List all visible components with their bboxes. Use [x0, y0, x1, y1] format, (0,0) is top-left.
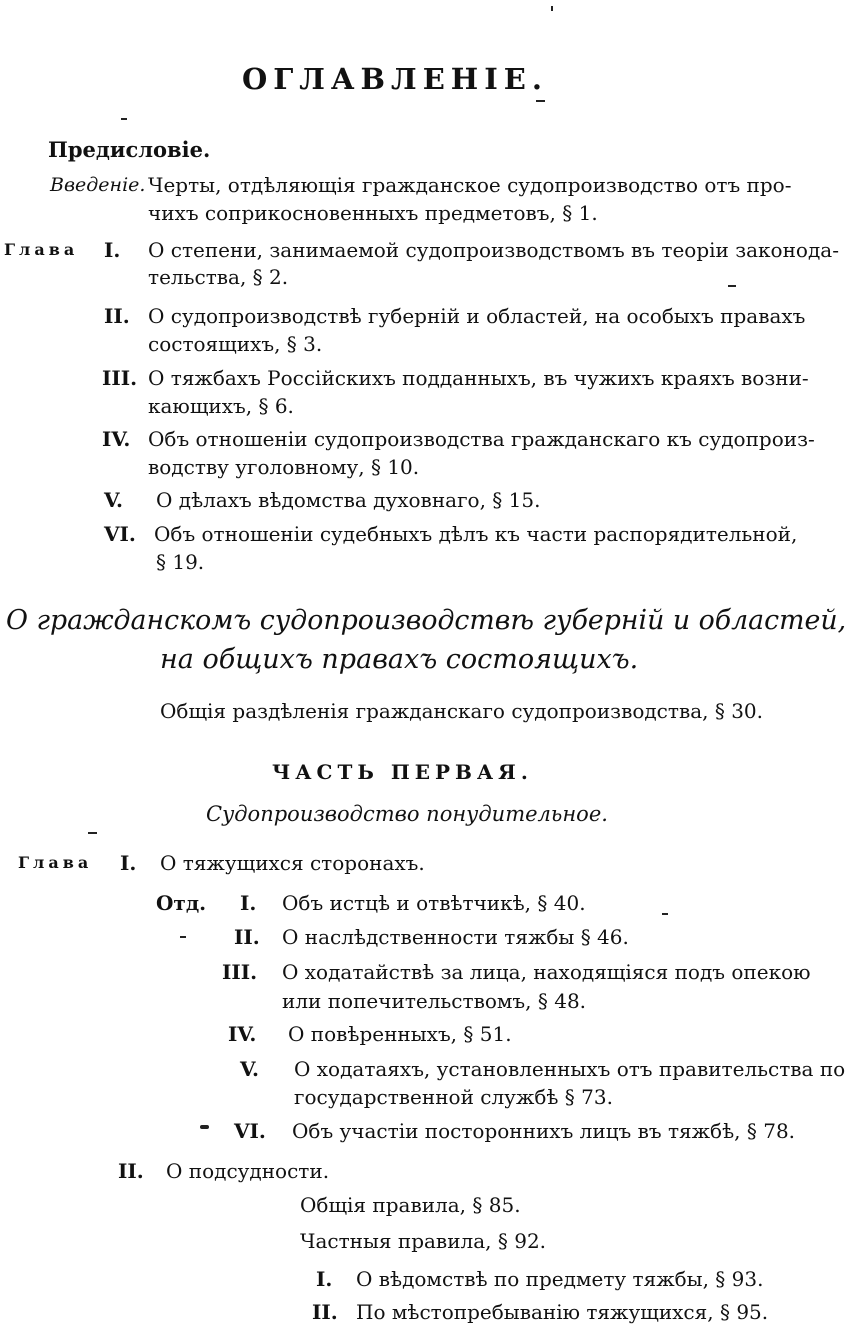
chapter-title-line: тельства, § 2. — [148, 265, 289, 289]
department-number: I. — [240, 891, 257, 915]
department-title-line: Объ истцѣ и отвѣтчикѣ, § 40. — [282, 891, 586, 915]
chapter-title-line: О степени, занимаемой судопроизводствомъ въ теоріи законода- — [148, 238, 839, 262]
chapter-title-line: О тяжбахъ Россійскихъ подданныхъ, въ чужихъ краяхъ возни- — [148, 366, 809, 390]
subsection-title: О вѣдомствѣ по предмету тяжбы, § 93. — [356, 1267, 764, 1291]
print-speck — [728, 285, 736, 287]
chapter-title-line: состоящихъ, § 3. — [148, 332, 323, 356]
page-title: ОГЛАВЛЕНІЕ. — [242, 62, 548, 96]
chapter-title-line: О дѣлахъ вѣдомства духовнаго, § 15. — [156, 488, 541, 512]
rules-entry: Общія правила, § 85. — [300, 1193, 521, 1217]
department-title-line: О ходатаяхъ, установленныхъ отъ правительства по — [294, 1057, 846, 1081]
department-title-line: О наслѣдственности тяжбы § 46. — [282, 925, 629, 949]
chapter-title-line: кающихъ, § 6. — [148, 394, 294, 418]
chapter-title-line: водству уголовному, § 10. — [148, 455, 420, 479]
subsection-number: I. — [316, 1267, 333, 1291]
department-title-line: или попечительствомъ, § 48. — [282, 989, 587, 1013]
chapter-number: II. — [104, 304, 130, 328]
department-title-line: О повѣренныхъ, § 51. — [288, 1022, 512, 1046]
print-speck — [180, 936, 186, 938]
chapter-number: II. — [118, 1159, 144, 1183]
intro-line: Черты, отдѣляющія гражданское судопроизводство отъ про- — [148, 173, 792, 197]
chapter-title-line: Объ отношеніи судебныхъ дѣлъ къ части распорядительной, — [154, 522, 798, 546]
intro-line: чихъ соприкосновенныхъ предметовъ, § 1. — [148, 201, 598, 225]
chapter-number: I. — [104, 238, 121, 262]
subsection-number: II. — [312, 1300, 338, 1324]
chapter-title-line: О судопроизводствѣ губерній и областей, на особыхъ правахъ — [148, 304, 806, 328]
chapter-title-line: § 19. — [156, 550, 205, 574]
print-speck — [88, 832, 97, 834]
general-divisions-entry: Общія раздѣленія гражданскаго судопроизводства, § 30. — [160, 699, 764, 723]
chapter-number: V. — [104, 488, 123, 512]
chapter-number: VI. — [104, 522, 136, 546]
department-number: III. — [222, 960, 258, 984]
print-speck — [551, 6, 553, 11]
subsection-title: По мѣстопребыванію тяжущихся, § 95. — [356, 1300, 769, 1324]
chapter-label: Глава — [18, 853, 93, 872]
chapter-number: IV. — [102, 427, 131, 451]
section-heading-line: О гражданскомъ судопроизводствѣ губерній и областей, — [6, 605, 847, 636]
intro-label: Введеніе. — [50, 174, 146, 196]
department-number: IV. — [228, 1022, 257, 1046]
department-title-line: Объ участіи постороннихъ лицъ въ тяжбѣ, § 78. — [292, 1119, 796, 1143]
chapter-number: I. — [120, 851, 137, 875]
department-title-line: О ходатайствѣ за лица, находящіяся подъ опекою — [282, 960, 811, 984]
chapter-title-line: О тяжущихся сторонахъ. — [160, 851, 425, 875]
chapter-label: Глава — [4, 240, 79, 259]
print-speck — [200, 1125, 209, 1129]
chapter-title-line: О подсудности. — [166, 1159, 330, 1183]
print-speck — [536, 100, 545, 102]
department-number: II. — [234, 925, 260, 949]
preface-entry: Предисловіе. — [48, 137, 211, 162]
department-number: VI. — [234, 1119, 266, 1143]
chapter-number: III. — [102, 366, 138, 390]
print-speck — [121, 118, 127, 120]
part-subtitle: Судопроизводство понудительное. — [206, 802, 608, 826]
chapter-title-line: Объ отношеніи судопроизводства гражданскаго къ судопроиз- — [148, 427, 815, 451]
department-title-line: государственной службѣ § 73. — [294, 1085, 613, 1109]
part-title: ЧАСТЬ ПЕРВАЯ. — [272, 760, 533, 784]
department-number: V. — [240, 1057, 259, 1081]
print-speck — [662, 913, 668, 915]
section-heading-line: на общихъ правахъ состоящихъ. — [160, 644, 639, 675]
department-label: Отд. — [156, 891, 207, 915]
rules-entry: Частныя правила, § 92. — [300, 1229, 547, 1253]
